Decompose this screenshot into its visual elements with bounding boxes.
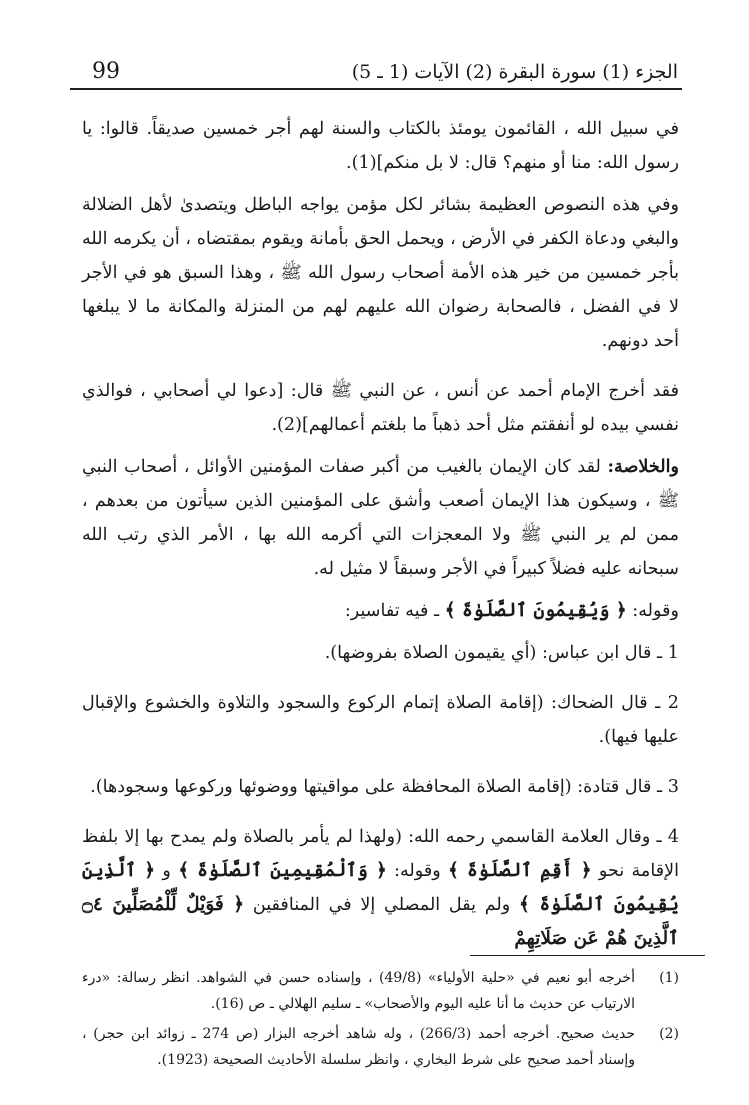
quran-verse: ﴿ وَيُقِيمُونَ ٱلصَّلَوٰةَ ﴾ [444, 600, 627, 621]
item4-text-c: و [162, 861, 171, 881]
footnote [82, 1021, 679, 1073]
verse-intro-pre: وقوله: [632, 601, 679, 621]
footnotes [82, 965, 679, 1077]
quran-verse: ﴿ فَوَيْلٌ لِّلْمُصَلِّينَ ۝٤ ٱلَّذِينَ هُمْ عَن صَلَاتِهِمْ [82, 894, 679, 949]
footnote-text: أخرجه أبو نعيم في «حلية الأولياء» (49/8) ، وإسناده حسن في الشواهد. انظر رسالة: «درء الارتياب عن حديث ما أنا عليه اليوم والأصحاب» ـ سليم الهلالي ـ ص (16). [82, 970, 635, 1012]
paragraph-verse-intro [82, 594, 679, 628]
item4-text-d: ولم يقل المصلي إلا في المنافقين [252, 895, 511, 915]
paragraph-hadith-end: في سبيل الله ، القائمون يومئذ بالكتاب والسنة لهم أجر خمسين صديقاً. قالوا: يا رسول الله: منا أو منهم؟ قال: لا بل منكم](1). [82, 119, 679, 173]
paragraph-commentary: وفي هذه النصوص العظيمة بشائر لكل مؤمن يواجه الباطل ويتصدىٰ لأهل الضلالة والبغي ودعاة الكفر في الأرض ، ويحمل الحق بأمانة ويقوم بمقتضاه ، أن يكرمه الله بأجر خمسين من خير هذه الأمة أصحاب رسول الله ﷺ ، وهذا السبق هو في الأجر لا في الفضل ، فالصحابة رضوان الله عليهم لهم من المنزلة والمكانة ما لا يبلغها أحد دونهم. [82, 195, 679, 351]
quran-verse: ﴿ ٱلَّذِينَ يُقِيمُونَ ٱلصَّلَوٰةَ ﴾ [82, 860, 679, 915]
footnote [82, 965, 679, 1017]
running-title: الجزء (1) سورة البقرة (2) الآيات (1 ـ 5) [351, 61, 678, 83]
quran-verse: ﴿ أَقِمِ ٱلصَّلَوٰةَ ﴾ [448, 860, 592, 881]
verse-intro-post: ـ فيه تفاسير: [344, 601, 440, 621]
tafsir-item-4 [82, 820, 679, 956]
footnote-divider [470, 955, 705, 956]
paragraph-ahmad-hadith: فقد أخرج الإمام أحمد عن أنس ، عن النبي ﷺ قال: [دعوا لي أصحابي ، فوالذي نفسي بيده لو أنفقتم مثل أحد ذهباً ما بلغتم أعمالهم](2). [82, 381, 679, 435]
item4-text-b: وقوله: [394, 861, 441, 881]
summary-label: والخلاصة: [607, 456, 680, 477]
main-text [82, 112, 679, 972]
tafsir-item-1: 1 ـ قال ابن عباس: (أي يقيمون الصلاة بفروضها). [324, 643, 679, 663]
footnote-text: حديث صحيح. أخرجه أحمد (266/3) ، وله شاهد أخرجه البزار (ص 274 ـ زوائد ابن حجر) ، وإسناد أحمد صحيح على شرط البخاري ، وانظر سلسلة الأحاديث الصحيحة (1923). [82, 1026, 635, 1068]
paragraph-summary [82, 450, 679, 586]
summary-text: لقد كان الإيمان بالغيب من أكبر صفات المؤمنين الأوائل ، أصحاب النبي ﷺ ، وسيكون هذا الإيمان أصعب وأشق على المؤمنين الذين سيأتون من بعدهم ، ممن لم ير النبي ﷺ ولا المعجزات التي أكرمه الله بها ، الأمر الذي رتب الله سبحانه عليه فضلاً كبيراً في الأجر وسبقاً لا مثيل له. [82, 457, 679, 579]
page-header [70, 58, 682, 90]
tafsir-item-3: 3 ـ قال قتادة: (إقامة الصلاة المحافظة على مواقيتها ووضوئها وركوعها وسجودها). [90, 777, 679, 797]
page-number: 99 [92, 59, 120, 84]
quran-verse: ﴿ وَٱلْمُقِيمِينَ ٱلصَّلَوٰةَ ﴾ [178, 860, 387, 881]
tafsir-item-2: 2 ـ قال الضحاك: (إقامة الصلاة إتمام الركوع والسجود والتلاوة والخشوع والإقبال عليها فيها). [82, 693, 679, 747]
footnote-number: (1) [659, 970, 679, 986]
item4-text-a: 4 ـ وقال العلامة القاسمي رحمه الله: (ولهذا لم يأمر بالصلاة ولم يمدح بها إلا بلفظ الإقامة نحو [82, 827, 680, 881]
footnote-number: (2) [659, 1026, 679, 1042]
